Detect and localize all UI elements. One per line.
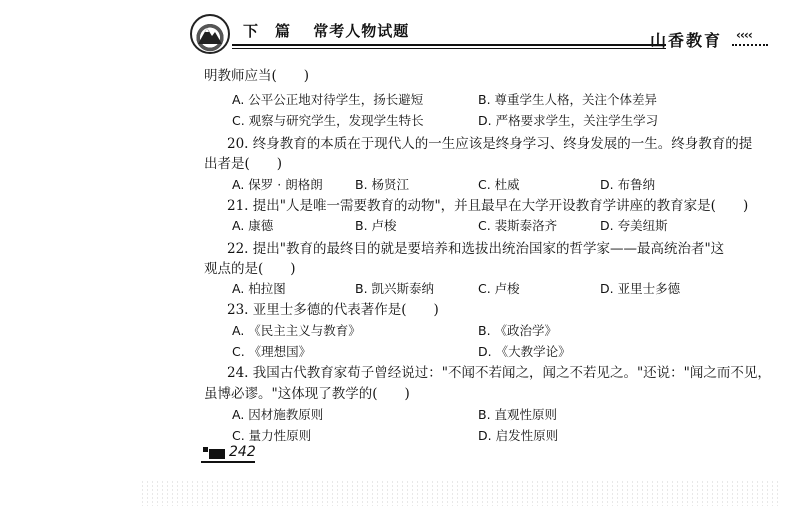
option-b: B. 杨贤江 [355, 177, 410, 192]
option-b: B. 卢梭 [355, 218, 397, 233]
text-line: 明教师应当( ) [204, 68, 310, 84]
option-d: D. 严格要求学生，关注学生学习 [478, 113, 659, 128]
question-21: 21. 提出"人是唯一需要教育的动物"，并且最早在大学开设教育学讲座的教育家是( ) [227, 198, 749, 214]
option-a: A. 柏拉图 [232, 281, 286, 296]
question-24-cont: 虽博必谬。"这体现了教学的( ) [204, 386, 410, 402]
option-b: B. 《政治学》 [478, 323, 558, 338]
question-20-cont: 出者是( ) [204, 156, 283, 172]
question-24: 24. 我国古代教育家荀子曾经说过："不闻不若闻之，闻之不若见之。"还说："闻之而不见， [227, 365, 771, 381]
option-c: C. 《理想国》 [232, 344, 312, 359]
header-rule-thin [232, 48, 666, 49]
option-d: D. 启发性原则 [478, 428, 559, 443]
question-23: 23. 亚里士多德的代表著作是( ) [227, 302, 439, 318]
scan-noise [140, 480, 780, 506]
option-a: A. 因材施教原则 [232, 407, 324, 422]
option-d: D. 布鲁纳 [600, 177, 656, 192]
question-20: 20. 终身教育的本质在于现代人的一生应该是终身学习、终身发展的一生。终身教育的提 [227, 136, 753, 152]
publisher-logo [190, 14, 230, 54]
footer-rule [201, 461, 255, 463]
option-d: D. 夸美纽斯 [600, 218, 668, 233]
option-c: C. 杜威 [478, 177, 520, 192]
option-c: C. 裴斯泰洛齐 [478, 218, 558, 233]
mountain-icon [198, 24, 222, 44]
page-number: 242 [229, 444, 256, 460]
chapter-title: 常考人物试题 [313, 22, 410, 40]
option-b: B. 尊重学生人格，关注个体差异 [478, 92, 658, 107]
option-c: C. 卢梭 [478, 281, 520, 296]
book-icon [203, 446, 225, 460]
option-a: A. 《民主主义与教育》 [232, 323, 361, 338]
option-c: C. 观察与研究学生，发现学生特长 [232, 113, 424, 128]
option-c: C. 量力性原则 [232, 428, 312, 443]
brand-dots [732, 44, 768, 46]
option-d: D. 《大教学论》 [478, 344, 571, 359]
option-a: A. 保罗 · 朗格朗 [232, 177, 323, 192]
question-22-cont: 观点的是( ) [204, 261, 296, 277]
brand-marks: ‹‹‹‹ [736, 28, 752, 42]
option-a: A. 公平公正地对待学生，扬长避短 [232, 92, 424, 107]
option-a: A. 康德 [232, 218, 274, 233]
question-22: 22. 提出"教育的最终目的就是要培养和选拔出统治国家的哲学家——最高统治者"这 [227, 241, 725, 257]
brand-name: 山香教育 [650, 31, 723, 50]
option-b: B. 凯兴斯泰纳 [355, 281, 435, 296]
option-d: D. 亚里士多德 [600, 281, 681, 296]
option-b: B. 直观性原则 [478, 407, 558, 422]
header-rule [232, 44, 666, 46]
part-label: 下 篇 [243, 22, 292, 40]
running-header [243, 20, 425, 41]
